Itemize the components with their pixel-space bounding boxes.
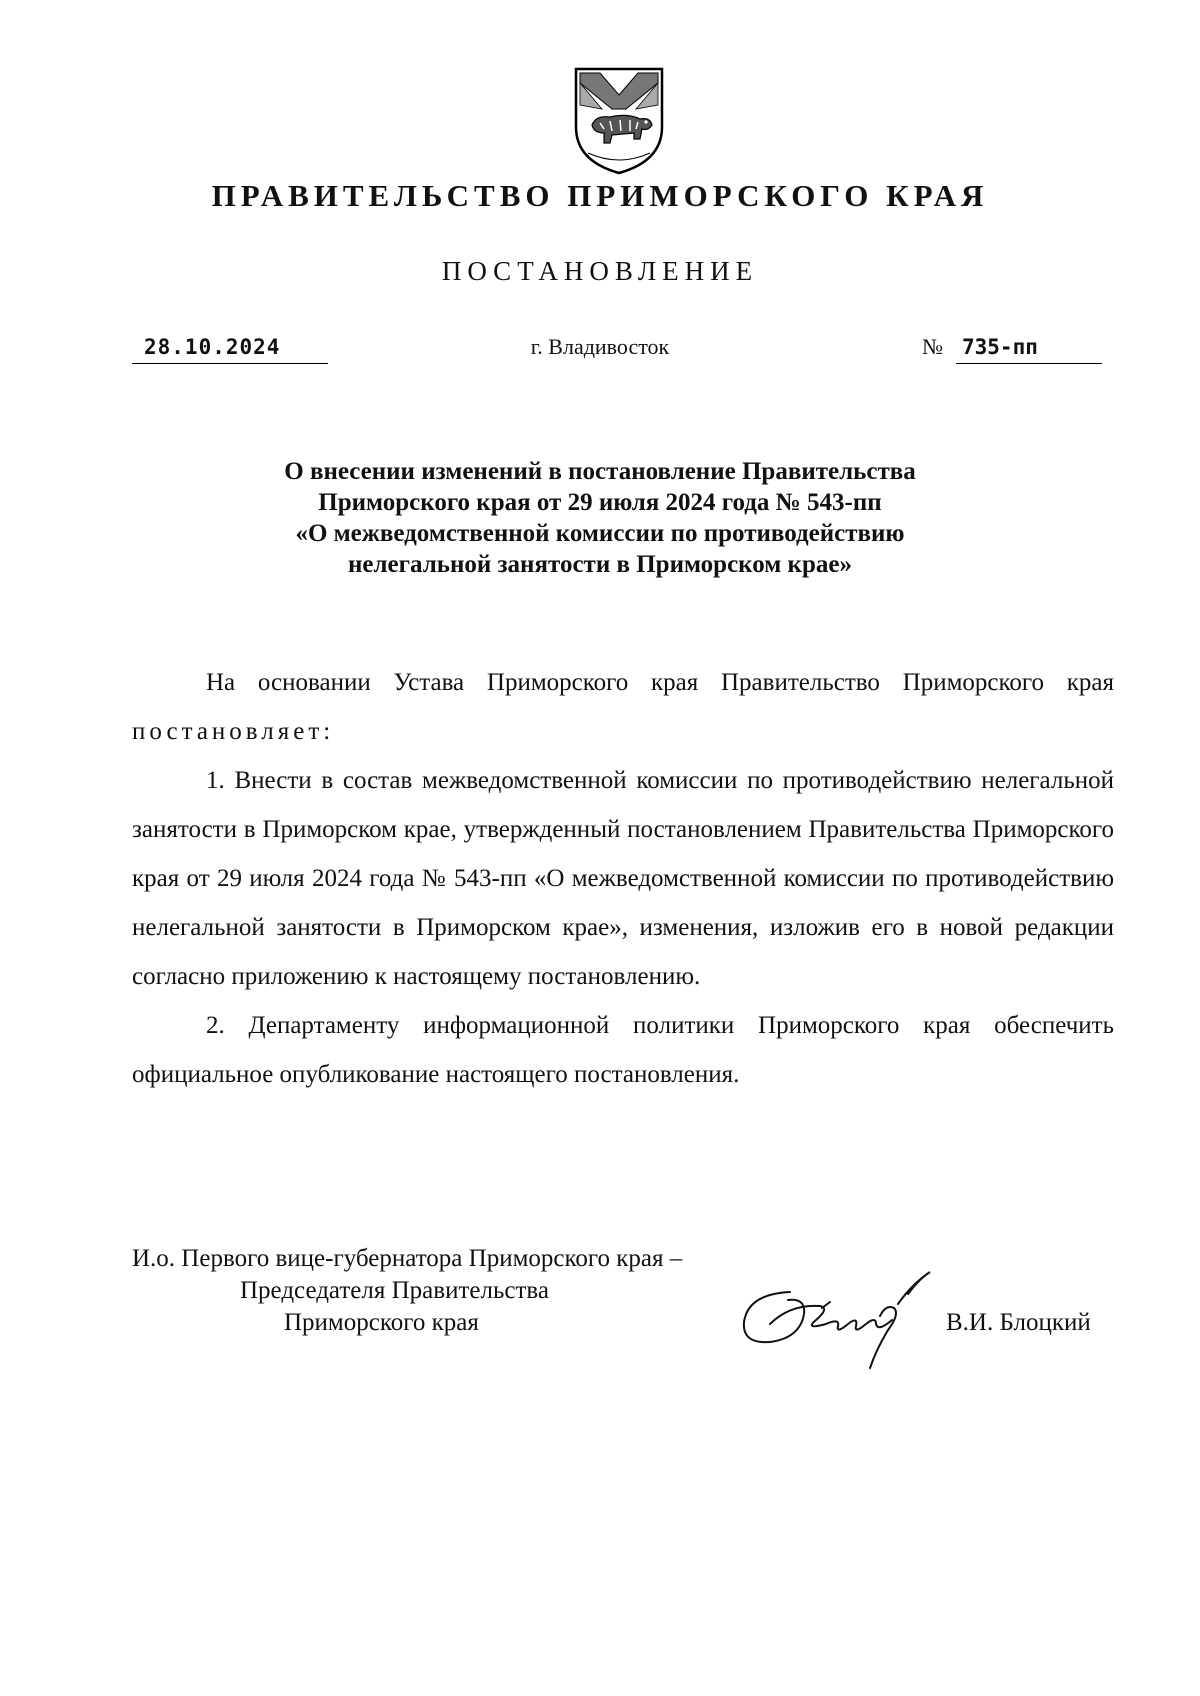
document-body	[132, 658, 1114, 1099]
subject-line: нелегальной занятости в Приморском крае»	[348, 551, 852, 578]
number-value: 735-пп	[956, 332, 1102, 364]
signatory-position-line: Председателя Правительства	[240, 1277, 549, 1304]
document-kind: ПОСТАНОВЛЕНИЕ	[441, 256, 759, 286]
document-number	[922, 332, 1102, 364]
subject-line: О внесении изменений в постановление Правительства	[284, 458, 916, 485]
preamble-text: На основании Устава Приморского края Правительство Приморского края	[206, 669, 1114, 696]
item-1-paragraph: 1. Внести в состав межведомственной комиссии по противодействию нелегальной занятости в Приморском крае, утвержденный постановлением Правительства Приморского края от 29 июля 2024 года № 543-пп «О межведомственной комиссии по противодействию нелегальной занятости в Приморском крае», изменения, изложив его в новой редакции согласно приложению к настоящему постановлению.	[132, 767, 1114, 990]
document-city: г. Владивосток	[530, 334, 670, 359]
item-2-paragraph: 2. Департаменту информационной политики Приморского края обеспечить официальное опубликование настоящего постановления.	[132, 1012, 1114, 1088]
coat-of-arms-tiger-icon	[570, 65, 668, 177]
subject-line: «О межведомственной комиссии по противодействию	[295, 520, 905, 547]
signatory-position-line: И.о. Первого вице-губернатора Приморского края –	[132, 1245, 683, 1272]
number-sign: №	[922, 334, 943, 359]
subject-line: Приморского края от 29 июля 2024 года № 543-пп	[318, 489, 882, 516]
organization-title: ПРАВИТЕЛЬСТВО ПРИМОРСКОГО КРАЯ	[211, 178, 989, 213]
resolves-word: постановляет:	[132, 718, 335, 745]
document-date: 28.10.2024	[132, 332, 328, 364]
preamble-paragraph	[132, 658, 1114, 756]
document-subject	[0, 456, 1200, 580]
signatory-position-line: Приморского края	[284, 1309, 479, 1336]
signatory-name: В.И. Блоцкий	[946, 1309, 1091, 1336]
handwritten-signature-icon	[730, 1264, 940, 1374]
document-meta	[0, 332, 1200, 366]
